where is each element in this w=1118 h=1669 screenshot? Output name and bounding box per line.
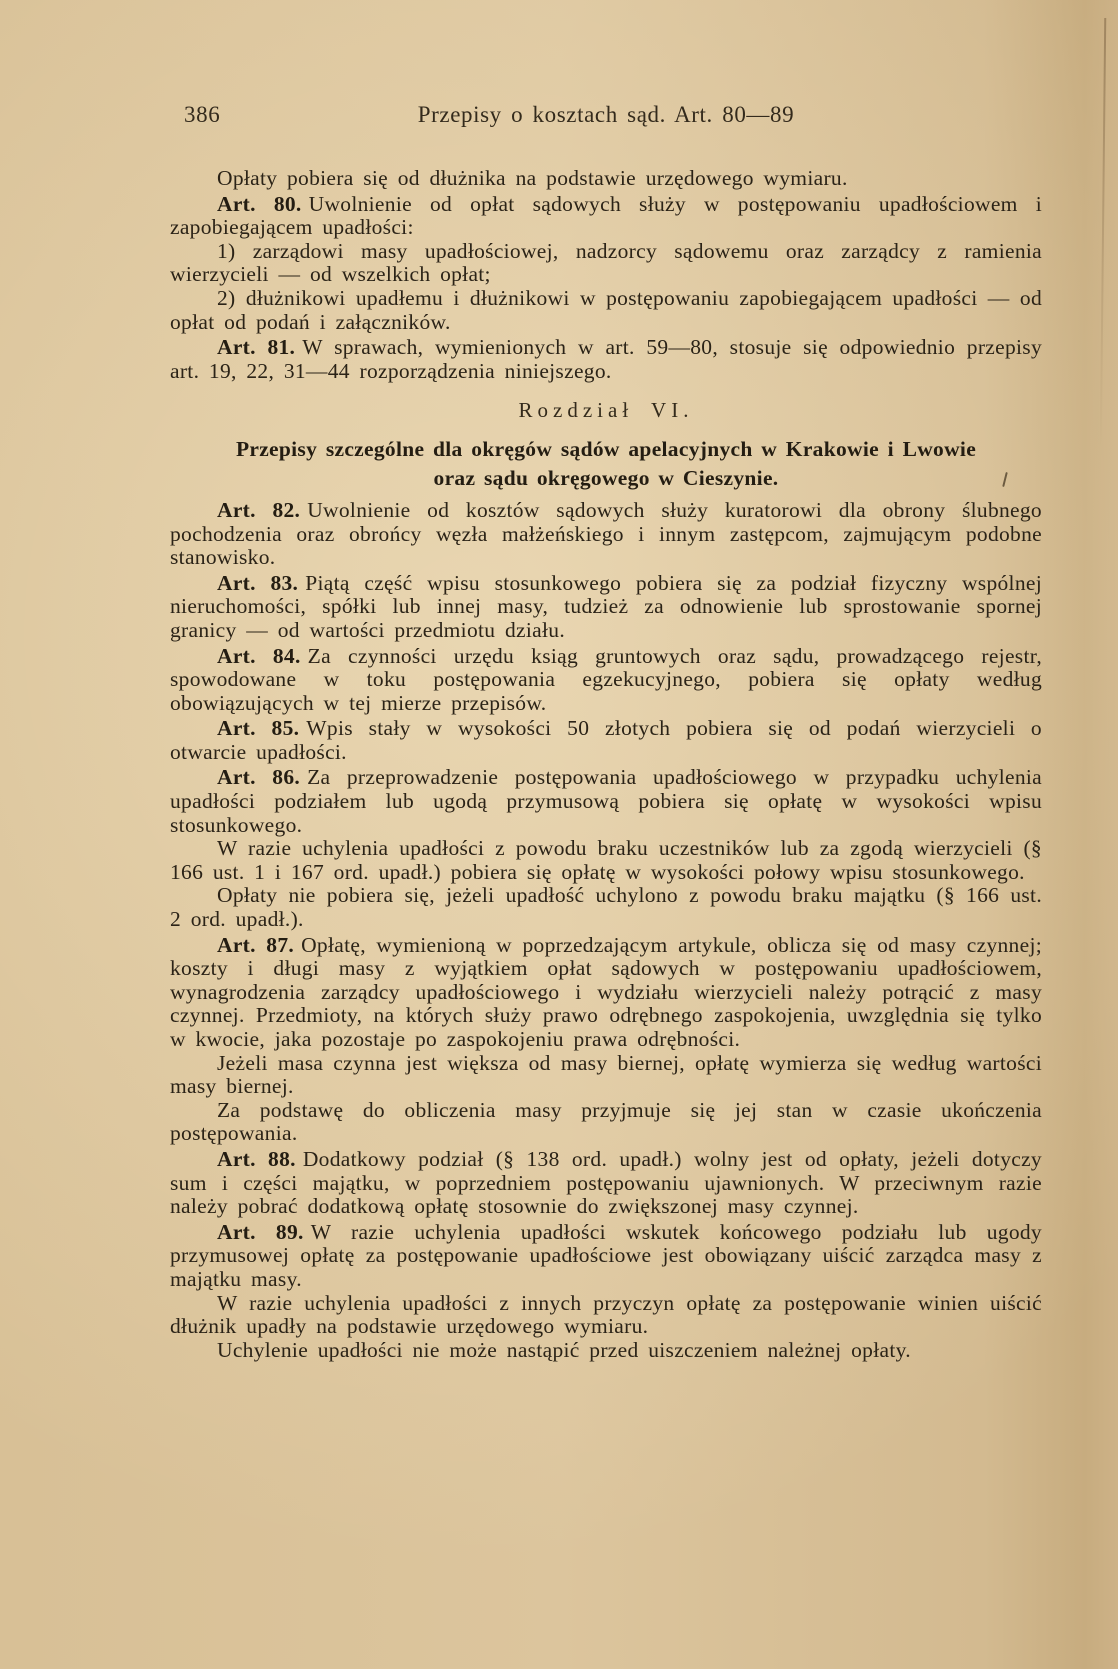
- paragraph: [170, 717, 1042, 764]
- paragraph-text: Uchylenie upadłości nie może nastąpić przed uiszczeniem należnej opłaty.: [217, 1337, 911, 1362]
- paragraph-text: Za podstawę do obliczenia masy przyjmuje się jej stan w czasie ukończenia postępowania.: [170, 1097, 1042, 1146]
- paragraph: [170, 167, 1042, 191]
- page-crease: [1100, 18, 1107, 448]
- paragraph: [170, 645, 1042, 716]
- chapter-title-line1: Przepisy szczególne dla okręgów sądów apelacyjnych w Krakowie i Lwowie: [235, 436, 977, 461]
- paragraph: [170, 1148, 1042, 1219]
- article-label: Art. 85.: [217, 716, 300, 741]
- article-label: Art. 81.: [217, 335, 296, 360]
- paragraph: [170, 1339, 1042, 1363]
- paragraph: [170, 499, 1042, 570]
- page-header: [170, 102, 1042, 132]
- page-number: 386: [184, 102, 221, 127]
- article-label: Art. 86.: [217, 765, 301, 790]
- paragraph: [170, 934, 1042, 1052]
- article-label: Art. 89.: [217, 1219, 304, 1244]
- paragraph: [170, 884, 1042, 931]
- paragraph-text: Za przeprowadzenie postępowania upadłościowego w przypadku uchylenia upadłości podziałem lub ugodą przymusową pobiera się opłatę w wysokości wpisu stosunkowego.: [170, 765, 1042, 837]
- paragraph-text: W sprawach, wymienionych w art. 59—80, stosuje się odpowiednio przepisy art. 19, 22, 31—44 rozporządzenia niniejszego.: [170, 335, 1043, 383]
- chapter-title: [170, 435, 1042, 493]
- text-body: [170, 167, 1042, 1362]
- article-label: Art. 87.: [217, 932, 295, 957]
- paragraph-group-top: [170, 167, 1042, 383]
- paragraph-text: Uwolnienie od opłat sądowych służy w postępowaniu upadłościowem i zapobiegającem upadłości:: [170, 191, 1042, 240]
- paragraph: [170, 287, 1042, 334]
- article-label: Art. 80.: [217, 191, 302, 216]
- paragraph-text: W razie uchylenia upadłości z innych przyczyn opłatę za postępowanie winien uiścić dłużnik upadły na podstawie urzędowego wymiaru.: [170, 1290, 1042, 1339]
- paragraph-text: Opłatę, wymienioną w poprzedzającym artykule, oblicza się od masy czynnej; koszty i długi masy z wyjątkiem opłat sądowych w postępowaniu upadłościowem, wynagrodzenia zarządcy upadłościowego i wydziału wierzycieli należy potrącić z masy czynnej. Przedmioty, na których służy prawo odrębnego zaspokojenia, uwzględnia się tylko w kwocie, jaka pozostaje po zaspokojeniu prawa odrębności.: [170, 932, 1042, 1051]
- paragraph-text: W razie uchylenia upadłości wskutek końcowego podziału lub ugody przymusowej opłatę za postępowanie upadłościowe jest obowiązany uiścić zarządca masy z majątku masy.: [170, 1219, 1042, 1291]
- paragraph: [170, 837, 1042, 884]
- paragraph: [170, 1052, 1042, 1099]
- paragraph: [170, 1292, 1042, 1339]
- running-title: Przepisy o kosztach sąd. Art. 80—89: [417, 102, 795, 127]
- paragraph: [170, 1099, 1042, 1146]
- paragraph: [170, 240, 1042, 287]
- paragraph-text: Uwolnienie od kosztów sądowych służy kuratorowi dla obrony ślubnego pochodzenia oraz obrońcy węzła małżeńskiego i innym zastępcom, zajmującym podobne stanowisko.: [170, 497, 1042, 570]
- paragraph-text: Dodatkowy podział (§ 138 ord. upadł.) wolny jest od opłaty, jeżeli dotyczy sum i części majątku, w poprzedniem postępowaniu ujawnionych. W przeciwnym razie należy pobrać dodatkową opłatę stosownie do zwiększonej masy czynnej.: [170, 1146, 1042, 1219]
- article-label: Art. 88.: [217, 1146, 296, 1171]
- paragraph-text: Opłaty nie pobiera się, jeżeli upadłość uchylono z powodu braku majątku (§ 166 ust. 2 ord. upadł.).: [170, 883, 1042, 932]
- chapter-title-line2: oraz sądu okręgowego w Cieszynie.: [433, 465, 779, 490]
- chapter-heading: [170, 399, 1042, 493]
- paragraph-text: 1) zarządowi masy upadłościowej, nadzorcy sądowemu oraz zarządcy z ramienia wierzycieli — od wszelkich opłat;: [170, 238, 1042, 287]
- article-label: Art. 82.: [217, 497, 301, 522]
- paragraph: [170, 1221, 1042, 1292]
- paragraph-text: 2) dłużnikowi upadłemu i dłużnikowi w postępowaniu zapobiegającem upadłości — od opłat od podań i załączników.: [170, 285, 1042, 334]
- paragraph-text: Za czynności urzędu ksiąg gruntowych oraz sądu, prowadzącego rejestr, spowodowane w toku postępowania egzekucyjnego, pobiera się opłaty według obowiązujących w tej mierze przepisów.: [170, 643, 1042, 715]
- article-label: Art. 83.: [217, 570, 299, 595]
- chapter-kicker: Rozdział VI.: [518, 398, 694, 423]
- article-label: Art. 84.: [217, 643, 301, 668]
- paragraph: [170, 572, 1042, 643]
- paragraph: [170, 336, 1042, 383]
- paragraph: [170, 193, 1042, 240]
- paragraph-text: W razie uchylenia upadłości z powodu braku uczestników lub za zgodą wierzycieli (§ 166 ust. 1 i 167 ord. upadł.) pobiera się opłatę w wysokości połowy wpisu stosunkowego.: [170, 836, 1042, 884]
- paragraph-text: Wpis stały w wysokości 50 złotych pobiera się od podań wierzycieli o otwarcie upadłości.: [170, 716, 1042, 764]
- paragraph-group-main: [170, 499, 1042, 1362]
- paragraph-text: Opłaty pobiera się od dłużnika na podstawie urzędowego wymiaru.: [217, 166, 848, 190]
- paragraph: [170, 766, 1042, 837]
- paragraph-text: Jeżeli masa czynna jest większa od masy biernej, opłatę wymierza się według wartości masy biernej.: [170, 1050, 1042, 1099]
- paragraph-text: Piątą część wpisu stosunkowego pobiera się za podział fizyczny wspólnej nieruchomości, spółki lub innej masy, tudzież za odnowienie lub sprostowanie spornej granicy — od wartości przedmiotu działu.: [170, 570, 1042, 642]
